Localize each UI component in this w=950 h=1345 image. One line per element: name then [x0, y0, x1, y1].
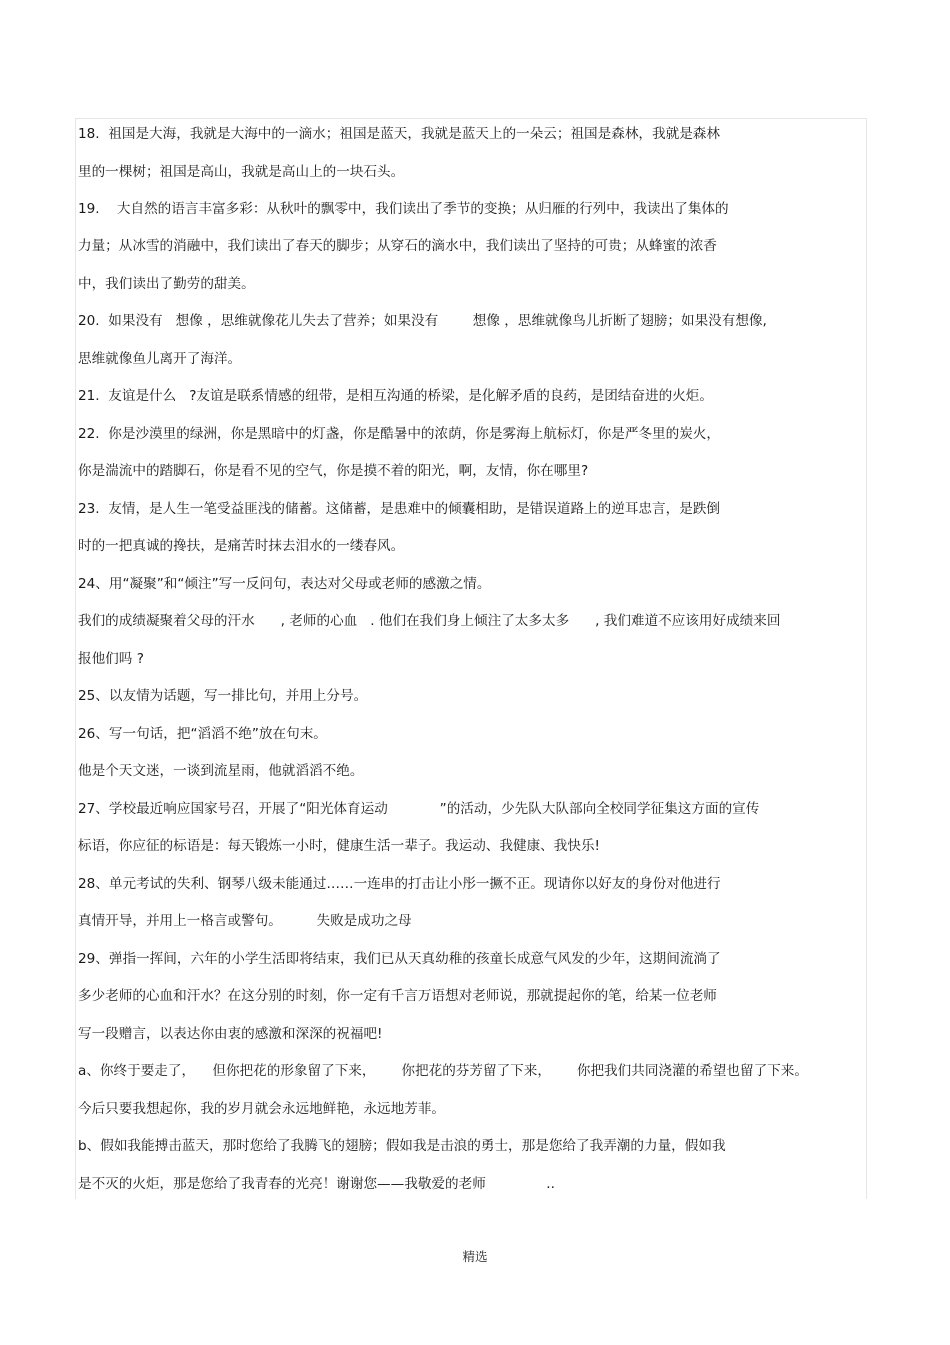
text-line: 写一段赠言，以表达你由衷的感激和深深的祝福吧!	[78, 1026, 383, 1042]
text-line: 他是个天文迷，一谈到流星雨，他就滔滔不绝。	[78, 763, 364, 779]
text-line: 21. 友谊是什么 ?友谊是联系情感的纽带，是相互沟通的桥梁，是化解矛盾的良药，是团结奋进的火炬。	[78, 388, 713, 404]
text-line: 时的一把真诚的搀扶，是痛苦时抹去泪水的一缕春风。	[78, 538, 405, 554]
text-line: 27、学校最近响应国家号召，开展了“阳光体育运动 ”的活动，少先队大队部向全校同学征集这方面的宣传	[78, 801, 760, 817]
text-line: 20. 如果没有 想像 ，思维就像花儿失去了营养；如果没有 想像 ，思维就像鸟儿折断了翅膀；如果没有想像,	[78, 313, 767, 329]
text-line: 中，我们读出了勤劳的甜美。	[78, 276, 255, 292]
text-line: 今后只要我想起你，我的岁月就会永远地鲜艳，永远地芳菲。	[78, 1101, 446, 1117]
text-line: 思维就像鱼儿离开了海洋。	[78, 351, 242, 367]
text-line: 真情开导，并用上一格言或警句。 失败是成功之母	[78, 913, 412, 929]
text-line: 多少老师的心血和汗水？在这分别的时刻，你一定有千言万语想对老师说，那就提起你的笔，给某一位老师	[78, 988, 717, 1004]
text-line: 你是湍流中的踏脚石，你是看不见的空气，你是摸不着的阳光，啊，友情，你在哪里?	[78, 463, 589, 479]
text-line: 24、用“凝聚”和“倾注”写一反问句，表达对父母或老师的感激之情。	[78, 576, 491, 592]
text-line: 22. 你是沙漠里的绿洲，你是黑暗中的灯盏，你是酷暑中的浓荫，你是雾海上航标灯，你是严冬里的炭火，	[78, 426, 720, 442]
text-line: 25、以友情为话题，写一排比句，并用上分号。	[78, 688, 368, 704]
text-line: a、你终于要走了， 但你把花的形象留了下来， 你把花的芬芳留了下来， 你把我们共同浇灌的希望也留了下来。	[78, 1063, 808, 1079]
text-line: b、假如我能搏击蓝天，那时您给了我腾飞的翅膀；假如我是击浪的勇士，那是您给了我弄潮的力量，假如我	[78, 1138, 726, 1154]
text-line: 里的一棵树；祖国是高山，我就是高山上的一块石头。	[78, 164, 405, 180]
text-line: 标语，你应征的标语是：每天锻炼一小时，健康生活一辈子。我运动、我健康、我快乐!	[78, 838, 601, 854]
text-line: 28、单元考试的失利、钢琴八级未能通过……一连串的打击让小彤一撅不正。现请你以好友的身份对他进行	[78, 876, 721, 892]
text-line: 23. 友情，是人生一笔受益匪浅的储蓄。这储蓄，是患难中的倾囊相助，是错误道路上的逆耳忠言，是跌倒	[78, 501, 720, 517]
text-line: 是不灭的火炬，那是您给了我青春的光亮！谢谢您——我敬爱的老师 ..	[78, 1176, 555, 1192]
text-line: 力量；从冰雪的消融中，我们读出了春天的脚步；从穿石的滴水中，我们读出了坚持的可贵；从蜂蜜的浓香	[78, 238, 717, 254]
text-line: 19. 大自然的语言丰富多彩：从秋叶的飘零中，我们读出了季节的变换；从归雁的行列中，我读出了集体的	[78, 201, 729, 217]
text-line: 18. 祖国是大海，我就是大海中的一滴水；祖国是蓝天，我就是蓝天上的一朵云；祖国是森林，我就是森林	[78, 126, 720, 142]
text-line: 29、弹指一挥间，六年的小学生活即将结束，我们已从天真幼稚的孩童长成意气风发的少年，这期间流淌了	[78, 951, 721, 967]
text-line: 我们的成绩凝聚着父母的汗水 , 老师的心血 . 他们在我们身上倾注了太多太多 , 我们难道不应该用好成绩来回	[78, 613, 781, 629]
page-footer: 精选	[462, 1249, 488, 1264]
text-line: 报他们吗 ?	[78, 651, 144, 667]
document-page	[75, 118, 867, 1199]
text-line: 26、写一句话，把“滔滔不绝”放在句末。	[78, 726, 327, 742]
